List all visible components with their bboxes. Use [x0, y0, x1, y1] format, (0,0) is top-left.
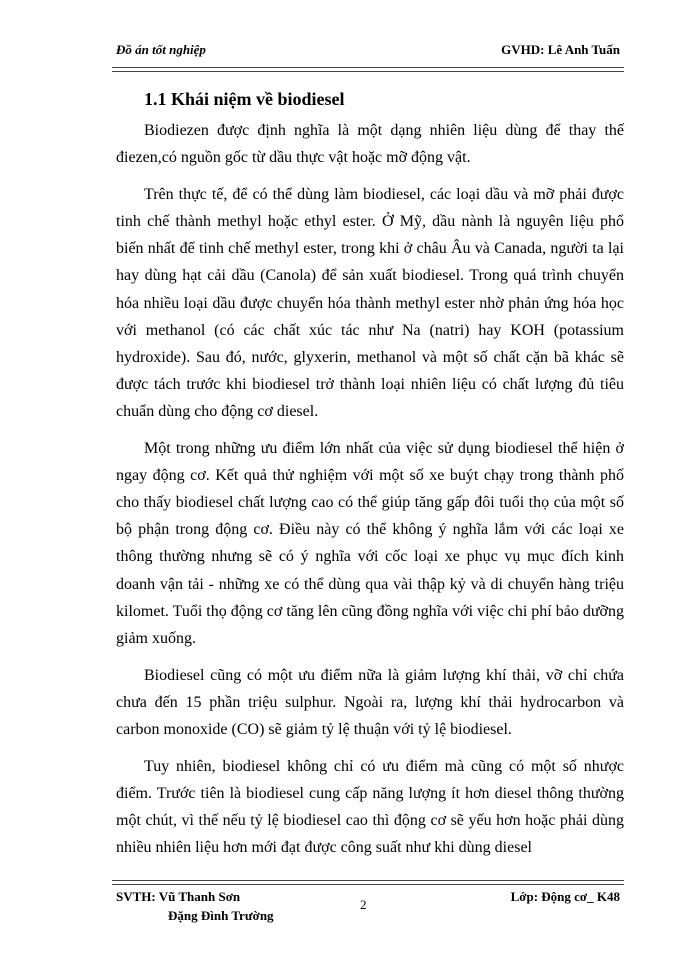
body-text: [116, 117, 624, 871]
footer-divider: [112, 880, 624, 885]
header-advisor: GVHD: Lê Anh Tuấn: [501, 42, 620, 57]
paragraph-2: Trên thực tế, để có thể dùng làm biodiesel, các loại dầu và mỡ phải được tinh chế thành methyl hoặc ethyl ester. Ở Mỹ, dầu nành là nguyên liệu phổ biến nhất để tinh chế methyl ester, trong khi ở châu Âu và Canada, người ta lại hay dùng hạt cải dầu (Canola) để sản xuất biodiesel. Trong quá trình chuyển hóa nhiều loại dầu được chuyển hóa thành methyl ester nhờ phản ứng hóa học với methanol (có các chất xúc tác như Na (natri) hay KOH (potassium hydroxide). Sau đó, nước, glyxerin, methanol và một số chất cặn bã khác sẽ được tách trước khi biodiesel trở thành loại nhiên liệu có chất lượng đủ tiêu chuẩn dùng cho động cơ diesel.: [116, 186, 624, 420]
header-divider: [112, 67, 624, 72]
paragraph-4: Biodiesel cũng có một ưu điểm nữa là giảm lượng khí thải, vỡ chỉ chứa chưa đến 15 phần triệu sulphur. Ngoài ra, lượng khí thải hydrocarbon và carbon monoxide (CO) sẽ giảm tỷ lệ thuận với tỷ lệ biodiesel.: [116, 666, 624, 738]
footer-author-1: SVTH: Vũ Thanh Sơn: [116, 889, 241, 904]
page-number: 2: [360, 897, 367, 912]
footer-authors: [116, 887, 274, 925]
paragraph-3: Một trong những ưu điểm lớn nhất của việc sử dụng biodiesel thể hiện ở ngay động cơ. Kết quả thử nghiệm với một số xe buýt chạy trong thành phố cho thấy biodiesel chất lượng cao có thể giúp tăng gấp đôi tuổi thọ của một số bộ phận trong động cơ. Điều này có thể không ý nghĩa lắm với các loại xe thông thường nhưng sẽ có ý nghĩa với cốc loại xe phục vụ mục đích kinh doanh vận tải - những xe có thể dùng qua vài thập kỷ và di chuyển hàng triệu kilomet. Tuổi thọ động cơ tăng lên cũng đồng nghĩa với việc chi phí bảo dưỡng giảm xuống.: [116, 440, 624, 647]
section-title: 1.1 Khái niệm về biodiesel: [144, 89, 345, 109]
footer-author-2: Đặng Đình Trường: [168, 908, 274, 923]
paragraph-1: Biodiezen được định nghĩa là một dạng nhiên liệu dùng để thay thế điezen,có nguồn gốc từ dầu thực vật hoặc mỡ động vật.: [116, 122, 624, 167]
footer-class: Lớp: Động cơ_ K48: [510, 889, 620, 904]
paragraph-5: Tuy nhiên, biodiesel không chỉ có ưu điểm mà cũng có một số nhược điểm. Trước tiên là biodiesel cung cấp năng lượng ít hơn diesel thông thường một chút, vì thế nếu tỷ lệ biodiesel cao thì động cơ sẽ yếu hơn hoặc phải dùng nhiều nhiên liệu hơn mới đạt được công suất như khi dùng diesel: [116, 758, 624, 857]
header-document-title: Đồ án tốt nghiệp: [116, 42, 206, 57]
